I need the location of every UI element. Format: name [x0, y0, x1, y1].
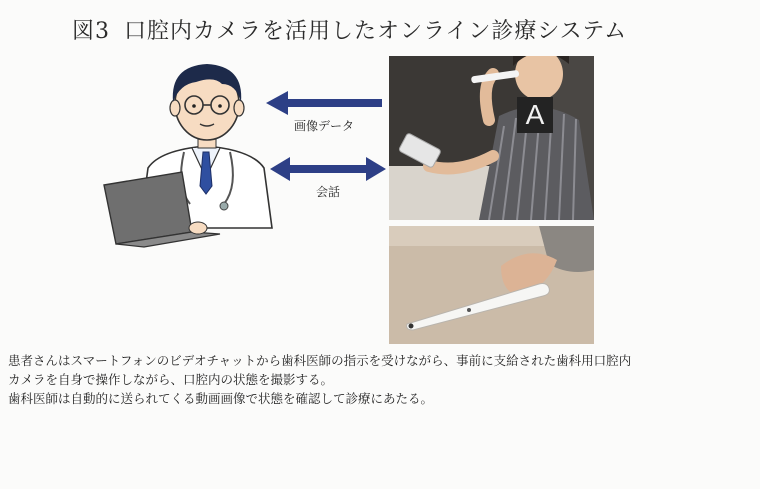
conversation-arrow: [270, 157, 386, 181]
conversation-label: 会話: [316, 185, 341, 199]
patient-photo: [389, 56, 594, 220]
caption-line: 歯科医師は自動的に送られてくる動画画像で状態を確認して診療にあたる。: [8, 391, 434, 406]
figure-caption: [8, 351, 753, 408]
camera-photo: [389, 226, 594, 344]
patient-photo-image: [389, 56, 594, 220]
image-data-arrow: [266, 91, 382, 115]
image-data-label: 画像データ: [294, 119, 355, 133]
caption-line: 患者さんはスマートフォンのビデオチャットから歯科医師の指示を受けながら、事前に支給された歯科用口腔内: [8, 353, 632, 368]
figure-number: 図3: [72, 19, 110, 44]
caption-line: カメラを自身で操作しながら、口腔内の状態を撮影する。: [8, 372, 334, 387]
doctor-illustration: [104, 64, 272, 247]
camera-photo-image: [389, 226, 594, 344]
figure-title-text: 口腔内カメラを活用したオンライン診療システム: [124, 19, 628, 44]
photo-label-badge: A: [517, 97, 553, 133]
